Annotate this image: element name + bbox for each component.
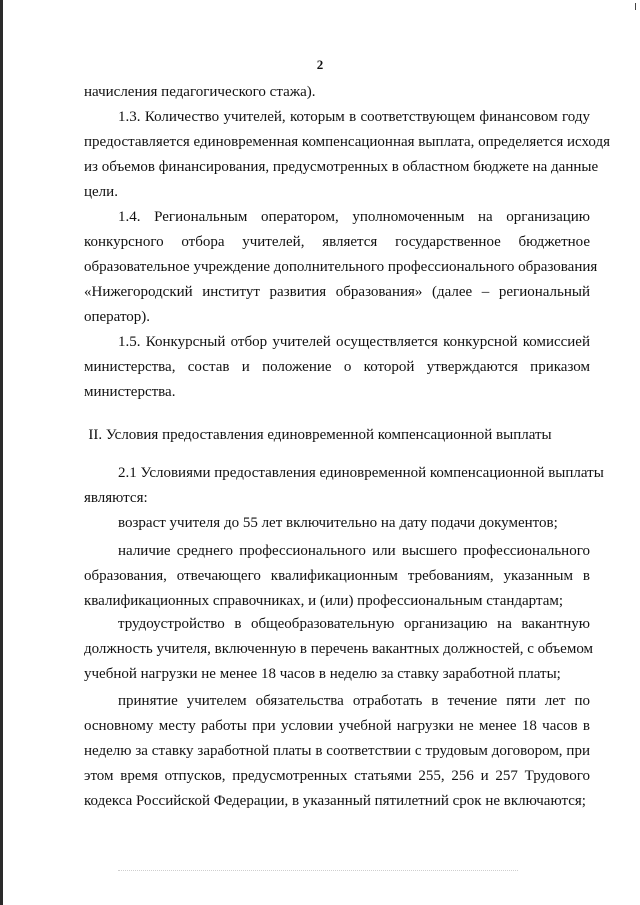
text-line: министерства. <box>84 384 176 400</box>
text-line: предоставляется единовременная компенсационная выплата, определяется исходя <box>84 134 610 150</box>
text-line: этом время отпусков, предусмотренных статьями 255, 256 и 257 Трудового <box>84 768 590 784</box>
page-number: 2 <box>316 57 324 72</box>
text-line: образования, отвечающего квалификационным требованиям, указанным в <box>84 568 590 584</box>
text-line: должность учителя, включенную в перечень вакантных должностей, с объемом <box>84 641 594 657</box>
text-line: 1.5. Конкурсный отбор учителей осуществляется конкурсной комиссией <box>118 334 590 350</box>
text-line: учебной нагрузки не менее 18 часов в неделю за ставку заработной платы; <box>84 666 561 682</box>
section-heading: II. Условия предоставления единовременной компенсационной выплаты <box>88 427 552 443</box>
text-line: начисления педагогического стажа). <box>84 84 316 100</box>
text-line: неделю за ставку заработной платы в соответствии с трудовым договором, при <box>84 743 590 759</box>
text-line: кодекса Российской Федерации, в указанный пятилетний срок не включаются; <box>84 793 586 809</box>
text-line: 1.3. Количество учителей, которым в соответствующем финансовом году <box>118 109 590 125</box>
text-line: являются: <box>84 490 148 506</box>
text-line: «Нижегородский институт развития образования» (далее – региональный <box>84 284 590 300</box>
text-line: основному месту работы при условии учебной нагрузки не менее 18 часов в <box>84 718 590 734</box>
text-line: оператор). <box>84 309 151 325</box>
text-line: возраст учителя до 55 лет включительно на дату подачи документов; <box>118 515 558 531</box>
text-line: министерства, состав и положение о которой утверждаются приказом <box>84 359 590 375</box>
text-line: трудоустройство в общеобразовательную организацию на вакантную <box>118 616 590 632</box>
scan-left-edge <box>0 0 3 905</box>
text-line: принятие учителем обязательства отработать в течение пяти лет по <box>118 693 590 709</box>
text-line: образовательное учреждение дополнительного профессионального образования <box>84 259 598 275</box>
text-line: цели. <box>84 184 118 200</box>
text-line: из объемов финансирования, предусмотренных в областном бюджете на данные <box>84 159 599 175</box>
text-line: 2.1 Условиями предоставления единовременной компенсационной выплаты <box>118 465 604 481</box>
text-line: квалификационных справочниках, и (или) профессиональным стандартам; <box>84 593 564 609</box>
text-line: конкурсного отбора учителей, является государственное бюджетное <box>84 234 590 250</box>
text-line: наличие среднего профессионального или высшего профессионального <box>118 543 590 559</box>
scan-corner-mark <box>635 3 636 10</box>
text-line: 1.4. Региональным оператором, уполномоченным на организацию <box>118 209 590 225</box>
scan-dots <box>118 870 518 872</box>
